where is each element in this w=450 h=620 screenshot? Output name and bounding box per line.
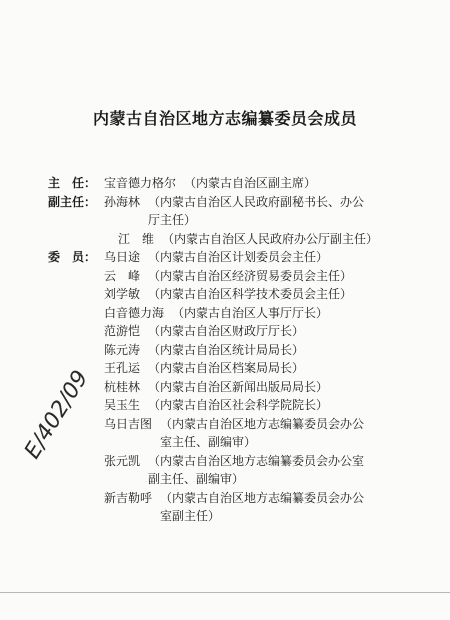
member-title: （内蒙古自治区档案局局长） [148, 361, 305, 375]
member-list [48, 174, 418, 526]
member-title: （内蒙古自治区地方志编纂委员会办公室 [148, 453, 365, 468]
member-row-member-8 [48, 378, 418, 397]
member-title: （内蒙古自治区地方志编纂委员会办公 [160, 490, 365, 505]
member-name: 乌日途 [104, 250, 141, 264]
member-row-member-10-cont [48, 433, 418, 452]
member-row-vice-chair-2 [48, 230, 418, 249]
member-name: 吴玉生 [104, 398, 141, 412]
role-label-chair: 主 任： [48, 176, 97, 190]
member-row-member-10 [48, 415, 418, 434]
page-title: 内蒙古自治区地方志编纂委员会成员 [92, 109, 357, 128]
member-title: （内蒙古自治区人民政府办公厅副主任） [162, 231, 379, 246]
member-name: 江 维 [118, 231, 155, 246]
member-title-cont: 厅主任） [148, 213, 197, 227]
member-title: （内蒙古自治区科学技术委员会主任） [148, 287, 353, 301]
member-row-vice-chair-1-cont [48, 211, 418, 230]
member-title: （内蒙古自治区副主席） [184, 176, 317, 190]
bottom-divider [0, 592, 450, 593]
member-name: 杭桂林 [104, 379, 141, 394]
member-row-member-3 [48, 285, 418, 304]
member-title: （内蒙古自治区统计局局长） [148, 342, 305, 357]
member-row-member-9 [48, 396, 418, 415]
member-row-vice-chair-1 [48, 193, 418, 212]
member-row-member-11 [48, 452, 418, 471]
member-name: 宝音德力格尔 [104, 176, 177, 190]
member-row-member-11-cont [48, 470, 418, 489]
member-name: 乌日吉图 [104, 416, 153, 431]
member-title: （内蒙古自治区社会科学院院长） [148, 398, 329, 412]
member-title: （内蒙古自治区经济贸易委员会主任） [148, 268, 353, 283]
member-name: 新吉勒呼 [104, 490, 153, 505]
member-name: 刘学敏 [104, 287, 141, 301]
member-row-member-12-cont [48, 507, 418, 526]
member-title: （内蒙古自治区新闻出版局局长） [148, 379, 329, 394]
handwritten-note: E/402/09 [20, 366, 94, 464]
member-title-cont: 室副主任） [160, 509, 221, 523]
role-label-vice-chair: 副主任： [48, 194, 97, 209]
member-row-member-12 [48, 489, 418, 508]
member-title: （内蒙古自治区地方志编纂委员会办公 [160, 416, 365, 431]
member-row-chair [48, 174, 418, 193]
member-title-cont: 副主任、副编审） [148, 472, 245, 486]
member-name: 陈元涛 [104, 342, 141, 357]
member-title: （内蒙古自治区计划委员会主任） [148, 250, 329, 264]
member-row-member-5 [48, 322, 418, 341]
role-label-members: 委 员： [48, 250, 97, 264]
member-title-cont: 室主任、副编审） [160, 435, 257, 449]
member-title: （内蒙古自治区人事厅厅长） [172, 305, 329, 320]
member-row-member-2 [48, 267, 418, 286]
member-name: 范游恺 [104, 324, 141, 338]
member-name: 白音德力海 [104, 305, 165, 320]
member-row-member-7 [48, 359, 418, 378]
member-title: （内蒙古自治区财政厅厅长） [148, 324, 305, 338]
member-row-member-4 [48, 304, 418, 323]
member-name: 张元凯 [104, 453, 141, 468]
member-row-member-1 [48, 248, 418, 267]
member-name: 王孔运 [104, 361, 141, 375]
member-row-member-6 [48, 341, 418, 360]
member-name: 云 峰 [104, 268, 141, 283]
member-title: （内蒙古自治区人民政府副秘书长、办公 [148, 194, 365, 209]
member-name: 孙海林 [104, 194, 141, 209]
